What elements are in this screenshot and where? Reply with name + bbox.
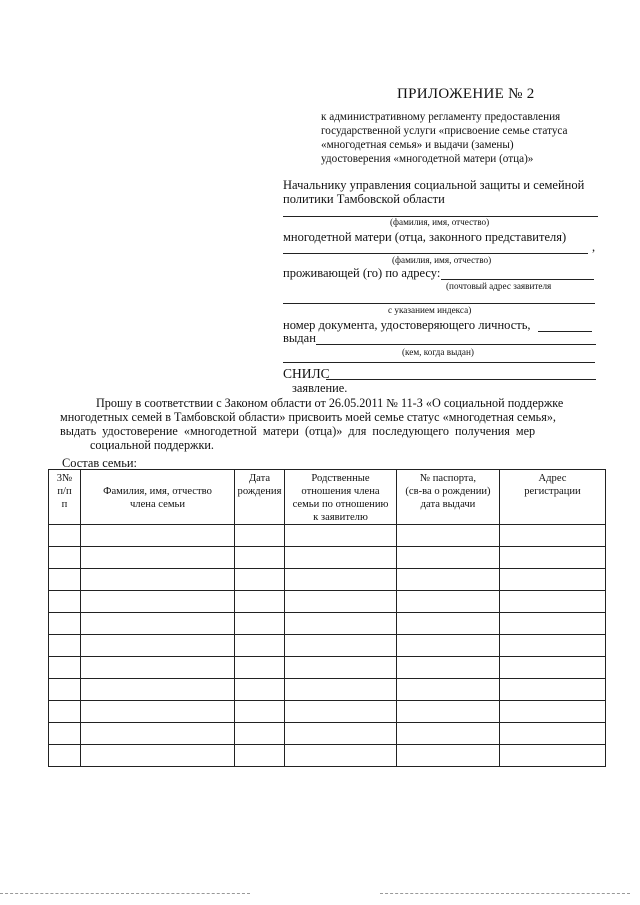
table-row xyxy=(49,613,606,635)
table-cell[interactable] xyxy=(81,613,235,635)
statement-word: заявление. xyxy=(292,381,348,395)
body-line-4: социальной поддержки. xyxy=(90,438,214,452)
family-composition-label: Состав семьи: xyxy=(62,456,137,470)
table-cell[interactable] xyxy=(397,723,500,745)
hint-postal-address: (почтовый адрес заявителя xyxy=(446,281,552,291)
table-cell[interactable] xyxy=(500,613,606,635)
header-number: 3№ п/п п xyxy=(49,470,81,525)
regulation-line-text: «многодетная семья» и выдачи (замены) xyxy=(321,139,514,151)
table-cell[interactable] xyxy=(49,569,81,591)
table-cell[interactable] xyxy=(285,657,397,679)
regulation-line: удостоверения «многодетной матери (отца)» xyxy=(321,153,534,165)
table-cell[interactable] xyxy=(81,591,235,613)
address-label: проживающей (го) по адресу: xyxy=(283,266,441,280)
regulation-line: государственной услуги «присвоение семье статуса xyxy=(321,125,568,137)
issued-input-line[interactable] xyxy=(316,344,596,345)
table-row xyxy=(49,723,606,745)
table-cell[interactable] xyxy=(235,525,285,547)
table-cell[interactable] xyxy=(235,657,285,679)
table-row xyxy=(49,679,606,701)
table-cell[interactable] xyxy=(285,679,397,701)
table-cell[interactable] xyxy=(81,525,235,547)
table-row xyxy=(49,525,606,547)
table-cell[interactable] xyxy=(235,723,285,745)
table-cell[interactable] xyxy=(397,613,500,635)
table-cell[interactable] xyxy=(49,723,81,745)
table-cell[interactable] xyxy=(285,745,397,767)
table-cell[interactable] xyxy=(500,723,606,745)
table-row xyxy=(49,635,606,657)
issued-label: выдан xyxy=(283,331,316,345)
table-cell[interactable] xyxy=(500,591,606,613)
table-row xyxy=(49,701,606,723)
table-row xyxy=(49,569,606,591)
table-cell[interactable] xyxy=(235,591,285,613)
table-cell[interactable] xyxy=(285,569,397,591)
table-row xyxy=(49,745,606,767)
snils-input-line[interactable] xyxy=(326,379,596,380)
table-cell[interactable] xyxy=(397,547,500,569)
table-cell[interactable] xyxy=(235,745,285,767)
hint-index: с указанием индекса) xyxy=(388,305,472,315)
table-cell[interactable] xyxy=(500,525,606,547)
header-birthdate: Дата рождения xyxy=(235,470,285,525)
table-cell[interactable] xyxy=(397,525,500,547)
table-cell[interactable] xyxy=(285,613,397,635)
table-cell[interactable] xyxy=(285,547,397,569)
table-cell[interactable] xyxy=(285,525,397,547)
table-cell[interactable] xyxy=(81,569,235,591)
regulation-line xyxy=(321,138,601,152)
table-cell[interactable] xyxy=(81,547,235,569)
table-cell[interactable] xyxy=(49,657,81,679)
table-cell[interactable] xyxy=(500,701,606,723)
table-cell[interactable] xyxy=(397,635,500,657)
header-address: Адрес регистрации xyxy=(500,470,606,525)
table-cell[interactable] xyxy=(235,613,285,635)
table-cell[interactable] xyxy=(397,745,500,767)
table-cell[interactable] xyxy=(500,569,606,591)
table-cell[interactable] xyxy=(397,701,500,723)
table-cell[interactable] xyxy=(49,547,81,569)
issued-input-line-2[interactable] xyxy=(283,362,595,363)
snils-label: СНИЛС xyxy=(283,366,330,381)
table-cell[interactable] xyxy=(81,701,235,723)
table-row xyxy=(49,591,606,613)
address-input-line-2[interactable] xyxy=(283,303,595,304)
table-cell[interactable] xyxy=(500,679,606,701)
addressee-line-1: Начальнику управления социальной защиты и семейной xyxy=(283,178,585,192)
mother-label: многодетной матери (отца, законного представителя) xyxy=(283,230,567,244)
table-cell[interactable] xyxy=(285,635,397,657)
table-cell[interactable] xyxy=(285,701,397,723)
addressee-line-2: политики Тамбовской области xyxy=(283,192,445,206)
table-cell[interactable] xyxy=(49,591,81,613)
table-cell[interactable] xyxy=(81,679,235,701)
table-cell[interactable] xyxy=(235,701,285,723)
table-row xyxy=(49,657,606,679)
scan-edge-line xyxy=(0,893,250,894)
comma: , xyxy=(592,240,596,254)
table-cell[interactable] xyxy=(81,723,235,745)
hint-fio: (фамилия, имя, отчество) xyxy=(390,217,490,227)
appendix-title: ПРИЛОЖЕНИЕ № 2 xyxy=(397,86,535,102)
table-cell[interactable] xyxy=(235,547,285,569)
table-cell[interactable] xyxy=(285,723,397,745)
table-cell[interactable] xyxy=(49,635,81,657)
regulation-line: к административному регламенту предоставления xyxy=(321,111,561,123)
body-line-3: выдать удостоверение «многодетной матери (отца)» для последующего получения мер xyxy=(60,424,536,438)
table-row xyxy=(49,547,606,569)
table-cell[interactable] xyxy=(235,569,285,591)
table-cell[interactable] xyxy=(81,657,235,679)
mother-input-line[interactable] xyxy=(283,253,588,254)
regulation-reference xyxy=(321,110,601,166)
table-cell[interactable] xyxy=(285,591,397,613)
table-cell[interactable] xyxy=(500,547,606,569)
body-line-2: многодетных семей в Тамбовской области» присвоить моей семье статус «многодетная семья», xyxy=(60,410,556,424)
document-label: номер документа, удостоверяющего личность, xyxy=(283,318,531,332)
body-line-1: Прошу в соответствии с Законом области от 26.05.2011 № 11-З «О социальной поддержке xyxy=(96,396,564,410)
header-passport: № паспорта, (св-ва о рождении) дата выдачи xyxy=(397,470,500,525)
table-cell[interactable] xyxy=(397,657,500,679)
table-cell[interactable] xyxy=(81,745,235,767)
table-cell[interactable] xyxy=(235,635,285,657)
address-input-line[interactable] xyxy=(441,279,594,280)
table-cell[interactable] xyxy=(235,679,285,701)
hint-fio-2: (фамилия, имя, отчество) xyxy=(392,255,492,265)
table-cell[interactable] xyxy=(81,635,235,657)
table-cell[interactable] xyxy=(397,591,500,613)
table-cell[interactable] xyxy=(397,569,500,591)
document-input-line[interactable] xyxy=(538,331,592,332)
table-cell[interactable] xyxy=(49,525,81,547)
table-cell[interactable] xyxy=(49,701,81,723)
table-cell[interactable] xyxy=(500,635,606,657)
table-cell[interactable] xyxy=(49,679,81,701)
header-name: Фамилия, имя, отчество члена семьи xyxy=(81,470,235,525)
hint-issued: (кем, когда выдан) xyxy=(402,347,474,357)
scan-edge-line xyxy=(380,893,630,894)
table-cell[interactable] xyxy=(500,745,606,767)
table-cell[interactable] xyxy=(500,657,606,679)
table-cell[interactable] xyxy=(49,613,81,635)
table-cell[interactable] xyxy=(397,679,500,701)
header-relationship: Родственные отношения члена семьи по отношению к заявителю xyxy=(285,470,397,525)
family-table xyxy=(48,469,606,767)
table-cell[interactable] xyxy=(49,745,81,767)
